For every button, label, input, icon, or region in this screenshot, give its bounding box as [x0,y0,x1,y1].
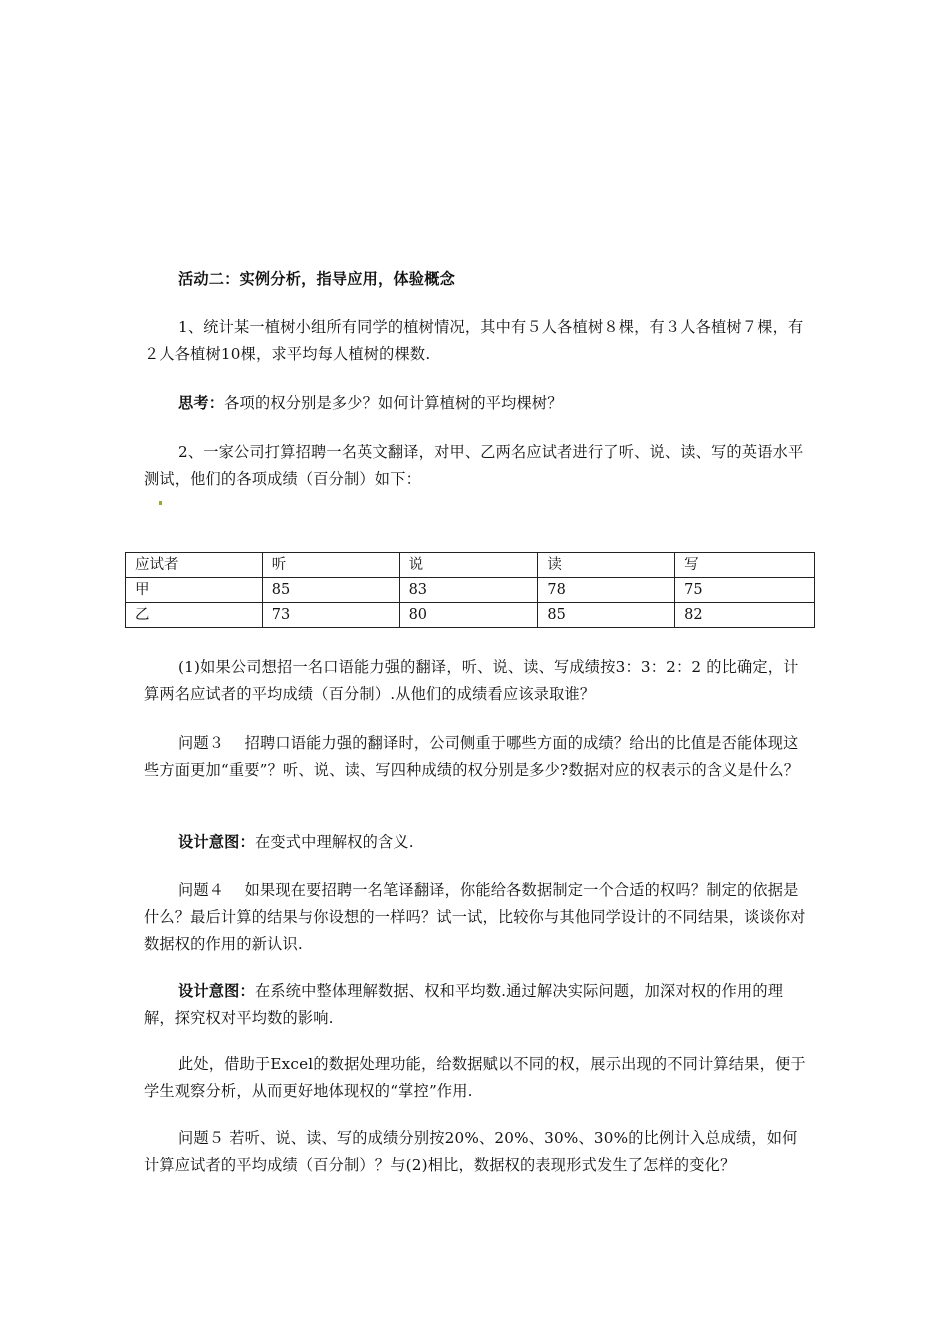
table-cell: 85 [538,603,675,628]
table-header-row [126,553,815,578]
table-cell: 甲 [126,578,263,603]
table-row [126,578,815,603]
table-cell: 83 [399,578,538,603]
think-text: 各项的权分别是多少？如何计算植树的平均棵树？ [224,394,563,412]
scores-table [125,552,815,628]
question-2: 2、一家公司打算招聘一名英文翻译，对甲、乙两名应试者进行了听、说、读、写的英语水平测试，他们的各项成绩（百分制）如下： [144,443,804,488]
design-intent-2-text: 在系统中整体理解数据、权和平均数.通过解决实际问题，加深对权的作用的理解，探究权对平均数的影响. [144,982,784,1027]
table-cell: 73 [262,603,399,628]
header-cell: 听 [262,553,399,578]
table-cell: 82 [675,603,815,628]
think-label: 思考： [178,394,225,412]
problem-4: 问题４ 如果现在要招聘一名笔译翻译，你能给各数据制定一个合适的权吗？制定的依据是什么？最后计算的结果与你设想的一样吗？试一试，比较你与其他同学设计的不同结果，谈谈你对数据权的作用的新认识. [144,881,806,953]
design-intent-1-text: 在变式中理解权的含义. [254,833,414,851]
table-row [126,603,815,628]
table-cell: 85 [262,578,399,603]
header-cell: 说 [399,553,538,578]
design-intent-1 [144,829,810,856]
stray-mark [159,501,162,505]
table-cell: 乙 [126,603,263,628]
problem-5: 问题５ 若听、说、读、写的成绩分别按20%、20%、30%、30%的比例计入总成绩，如何计算应试者的平均成绩（百分制）？与(2)相比，数据权的表现形式发生了怎样的变化？ [144,1129,798,1174]
design-intent-2 [144,978,810,1032]
design-intent-1-label: 设计意图： [178,833,255,851]
sub-question-1: (1)如果公司想招一名口语能力强的翻译，听、说、读、写成绩按3：3：2：2 的比确定，计算两名应试者的平均成绩（百分制）.从他们的成绩看应该录取谁？ [144,658,799,703]
header-cell: 读 [538,553,675,578]
header-cell: 写 [675,553,815,578]
header-cell: 应试者 [126,553,263,578]
think-paragraph [144,390,810,417]
design-intent-2-label: 设计意图： [178,982,255,1000]
table-cell: 78 [538,578,675,603]
problem-3: 问题３ 招聘口语能力强的翻译时，公司侧重于哪些方面的成绩？给出的比值是否能体现这些方面更加“重要”？听、说、读、写四种成绩的权分别是多少?数据对应的权表示的含义是什么？ [144,734,800,779]
table-cell: 80 [399,603,538,628]
excel-note: 此处，借助于Excel的数据处理功能，给数据赋以不同的权，展示出现的不同计算结果，便于学生观察分析，从而更好地体现权的“掌控”作用. [144,1055,806,1100]
table-cell: 75 [675,578,815,603]
question-1: 1、统计某一植树小组所有同学的植树情况，其中有５人各植树８棵，有３人各植树７棵，有２人各植树10棵，求平均每人植树的棵数. [144,318,804,363]
activity-title: 活动二：实例分析，指导应用，体验概念 [178,270,455,288]
